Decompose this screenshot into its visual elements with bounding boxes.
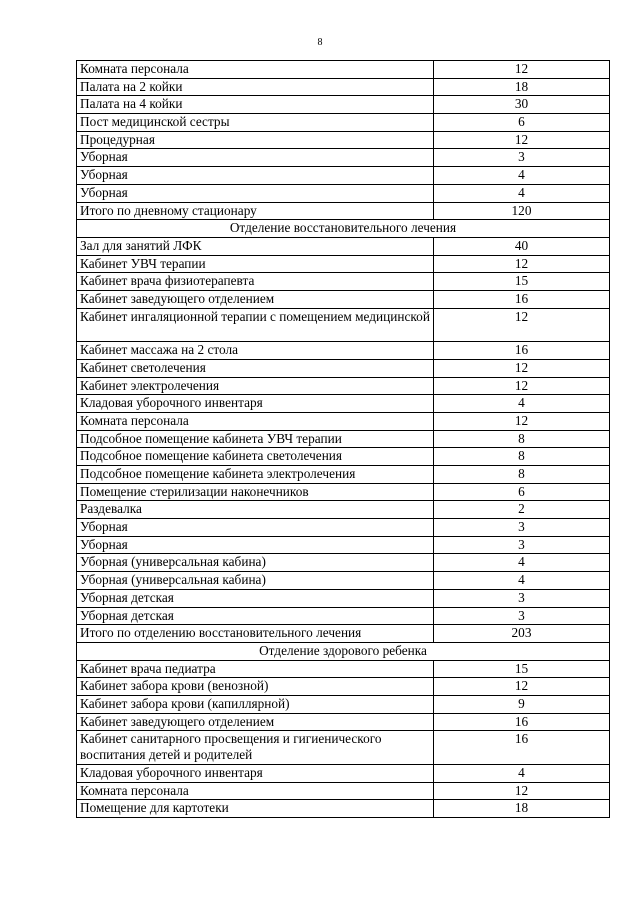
- section-header-row: [77, 220, 610, 238]
- table-row: [77, 800, 610, 818]
- area-value-cell: 4: [434, 184, 610, 202]
- area-value-cell: 12: [434, 308, 610, 342]
- room-name-cell: Подсобное помещение кабинета светолечения: [77, 448, 434, 466]
- area-value-cell: 12: [434, 359, 610, 377]
- area-value-cell: 6: [434, 483, 610, 501]
- table-row: [77, 589, 610, 607]
- total-row: [77, 202, 610, 220]
- table-row: [77, 519, 610, 537]
- area-value-cell: 15: [434, 660, 610, 678]
- area-value-cell: 8: [434, 430, 610, 448]
- table-row: [77, 237, 610, 255]
- area-value-cell: 8: [434, 466, 610, 484]
- table-row: [77, 554, 610, 572]
- room-name-cell: Кладовая уборочного инвентаря: [77, 395, 434, 413]
- room-name-cell: Уборная: [77, 167, 434, 185]
- room-name-cell: Кабинет заведующего отделением: [77, 713, 434, 731]
- room-name-cell: Кабинет забора крови (венозной): [77, 678, 434, 696]
- table-row: [77, 96, 610, 114]
- room-name-cell: Комната персонала: [77, 412, 434, 430]
- room-name-cell: Пост медицинской сестры: [77, 114, 434, 132]
- table-row: [77, 731, 610, 765]
- room-name-cell: Кабинет электролечения: [77, 377, 434, 395]
- room-name-cell: Уборная: [77, 519, 434, 537]
- table-row: [77, 607, 610, 625]
- room-name-cell: Процедурная: [77, 131, 434, 149]
- table-row: [77, 78, 610, 96]
- area-value-cell: 12: [434, 61, 610, 79]
- room-name-cell: Зал для занятий ЛФК: [77, 237, 434, 255]
- room-name-cell: Уборная (универсальная кабина): [77, 554, 434, 572]
- table-row: [77, 572, 610, 590]
- room-name-cell: Кабинет ингаляционной терапии с помещением медицинской: [77, 308, 434, 342]
- area-value-cell: 6: [434, 114, 610, 132]
- area-value-cell: 4: [434, 167, 610, 185]
- area-value-cell: 4: [434, 572, 610, 590]
- table-row: [77, 255, 610, 273]
- table-row: [77, 483, 610, 501]
- table-row: [77, 430, 610, 448]
- area-value-cell: 3: [434, 536, 610, 554]
- area-value-cell: 8: [434, 448, 610, 466]
- section-title: Отделение восстановительного лечения: [77, 220, 610, 238]
- table-row: [77, 536, 610, 554]
- table-row: [77, 782, 610, 800]
- page-number: 8: [317, 37, 323, 48]
- room-name-cell: Итого по отделению восстановительного лечения: [77, 625, 434, 643]
- room-name-cell: Комната персонала: [77, 61, 434, 79]
- table-row: [77, 713, 610, 731]
- area-value-cell: 18: [434, 800, 610, 818]
- room-name-cell: Раздевалка: [77, 501, 434, 519]
- table-row: [77, 412, 610, 430]
- room-name-cell: Кладовая уборочного инвентаря: [77, 764, 434, 782]
- table-row: [77, 149, 610, 167]
- area-value-cell: 12: [434, 377, 610, 395]
- table-row: [77, 131, 610, 149]
- area-value-cell: 4: [434, 764, 610, 782]
- room-name-cell: Подсобное помещение кабинета УВЧ терапии: [77, 430, 434, 448]
- section-header-row: [77, 642, 610, 660]
- area-value-cell: 30: [434, 96, 610, 114]
- table-row: [77, 695, 610, 713]
- room-name-cell: Итого по дневному стационару: [77, 202, 434, 220]
- area-value-cell: 40: [434, 237, 610, 255]
- area-value-cell: 3: [434, 519, 610, 537]
- area-value-cell: 203: [434, 625, 610, 643]
- area-value-cell: 18: [434, 78, 610, 96]
- area-value-cell: 16: [434, 290, 610, 308]
- area-value-cell: 15: [434, 273, 610, 291]
- table-row: [77, 678, 610, 696]
- area-value-cell: 12: [434, 255, 610, 273]
- room-name-cell: Подсобное помещение кабинета электролечения: [77, 466, 434, 484]
- table-row: [77, 290, 610, 308]
- table-row: [77, 660, 610, 678]
- room-name-cell: Кабинет врача физиотерапевта: [77, 273, 434, 291]
- rooms-table-body: [77, 61, 610, 818]
- area-value-cell: 12: [434, 782, 610, 800]
- area-value-cell: 3: [434, 589, 610, 607]
- table-row: [77, 395, 610, 413]
- area-value-cell: 12: [434, 412, 610, 430]
- table-row: [77, 448, 610, 466]
- area-value-cell: 120: [434, 202, 610, 220]
- table-row: [77, 501, 610, 519]
- section-title: Отделение здорового ребенка: [77, 642, 610, 660]
- area-value-cell: 12: [434, 131, 610, 149]
- area-value-cell: 3: [434, 607, 610, 625]
- table-row: [77, 466, 610, 484]
- room-name-cell: Кабинет УВЧ терапии: [77, 255, 434, 273]
- room-name-cell: Кабинет массажа на 2 стола: [77, 342, 434, 360]
- area-value-cell: 4: [434, 554, 610, 572]
- room-name-cell: Помещение стерилизации наконечников: [77, 483, 434, 501]
- room-name-cell: Кабинет санитарного просвещения и гигиенического воспитания детей и родителей: [77, 731, 434, 765]
- table-row: [77, 308, 610, 342]
- area-value-cell: 16: [434, 713, 610, 731]
- room-name-cell: Палата на 4 койки: [77, 96, 434, 114]
- area-value-cell: 12: [434, 678, 610, 696]
- area-value-cell: 3: [434, 149, 610, 167]
- total-row: [77, 625, 610, 643]
- table-row: [77, 342, 610, 360]
- table-row: [77, 61, 610, 79]
- area-value-cell: 16: [434, 342, 610, 360]
- table-row: [77, 114, 610, 132]
- room-name-cell: Уборная (универсальная кабина): [77, 572, 434, 590]
- table-row: [77, 359, 610, 377]
- room-name-cell: Палата на 2 койки: [77, 78, 434, 96]
- table-row: [77, 273, 610, 291]
- table-row: [77, 377, 610, 395]
- area-value-cell: 9: [434, 695, 610, 713]
- room-name-cell: Комната персонала: [77, 782, 434, 800]
- room-name-cell: Кабинет заведующего отделением: [77, 290, 434, 308]
- area-value-cell: 16: [434, 731, 610, 765]
- room-name-cell: Помещение для картотеки: [77, 800, 434, 818]
- area-value-cell: 4: [434, 395, 610, 413]
- room-name-cell: Уборная: [77, 149, 434, 167]
- table-row: [77, 184, 610, 202]
- room-name-cell: Уборная: [77, 536, 434, 554]
- room-name-cell: Уборная детская: [77, 589, 434, 607]
- table-row: [77, 167, 610, 185]
- room-name-cell: Кабинет врача педиатра: [77, 660, 434, 678]
- rooms-table: [76, 60, 610, 818]
- room-name-cell: Уборная детская: [77, 607, 434, 625]
- room-name-cell: Кабинет забора крови (капиллярной): [77, 695, 434, 713]
- table-row: [77, 764, 610, 782]
- room-name-cell: Уборная: [77, 184, 434, 202]
- area-value-cell: 2: [434, 501, 610, 519]
- room-name-cell: Кабинет светолечения: [77, 359, 434, 377]
